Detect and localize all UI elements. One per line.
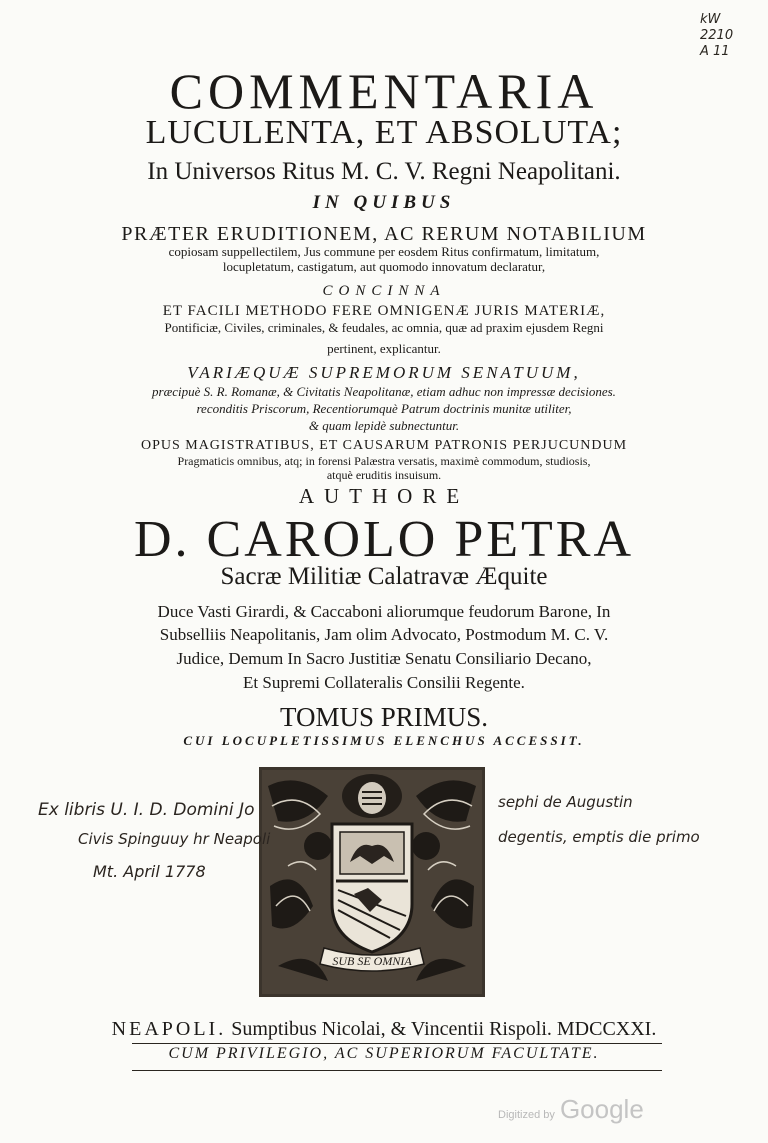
emblem-motto: SUB SE OMNIA (332, 954, 412, 968)
in-quibus: IN QUIBUS (312, 192, 456, 213)
author-line: Subselliis Neapolitanis, Jam olim Advocato, Postmodum M. C. V. (159, 625, 609, 644)
imprint-city: NEAPOLI. (111, 1018, 227, 1040)
handwritten-inscription: Civis Spinguuy hr Neapoli (78, 830, 271, 848)
imprint (0, 1018, 768, 1041)
author-label: AUTHORE (298, 484, 470, 508)
author-name: D. CAROLO PETRA (133, 511, 635, 568)
handwritten-inscription: Ex libris U. I. D. Domini Jo (38, 800, 255, 820)
volume-subtitle: CUI LOCUPLETISSIMUS ELENCHUS ACCESSIT. (183, 733, 585, 748)
author-line: Et Supremi Collateralis Consilii Regente. (243, 673, 525, 692)
handwritten-inscription: sephi de Augustin (498, 793, 633, 811)
digitized-label: Digitized by (498, 1109, 555, 1121)
shelfmark-line: kW (700, 12, 721, 27)
body-line: OPUS MAGISTRATIBUS, ET CAUSARUM PATRONIS PERJUCUNDUM (140, 438, 628, 453)
body-line: & quam lepidè subnectuntur. (308, 418, 460, 433)
body-line: VARIÆQUÆ SUPREMORUM SENATUUM, (187, 363, 581, 382)
handwritten-inscription: Mt. April 1778 (93, 862, 206, 881)
body-line: PRÆTER ERUDITIONEM, AC RERUM NOTABILIUM (121, 223, 647, 245)
coat-of-arms-emblem (258, 766, 486, 998)
body-line: locupletatum, castigatum, aut quomodo innovatum declaratur, (222, 259, 546, 274)
imprint-publisher: Sumptibus Nicolai, & Vincentii Rispoli. (231, 1018, 552, 1040)
author-title: Sacræ Militiæ Calatravæ Æquite (220, 563, 548, 590)
body-line: atquè eruditis insuisum. (326, 468, 442, 482)
body-line: reconditis Priscorum, Recentiorumquè Patrum doctrinis munitæ utiliter, (196, 401, 572, 416)
author-line: Duce Vasti Girardi, & Caccaboni aliorumque feudorum Barone, In (157, 602, 611, 621)
body-line: Pontificiæ, Civiles, criminales, & feudales, ac omnia, quæ ad praxim ejusdem Regni (164, 320, 604, 335)
handwritten-inscription: degentis, emptis die primo (498, 828, 700, 846)
divider-rule (132, 1043, 662, 1044)
body-line: pertinent, explicantur. (327, 341, 441, 356)
title-main: COMMENTARIA (169, 63, 599, 119)
shelfmark-line: A 11 (700, 44, 730, 59)
divider-rule (132, 1070, 662, 1071)
title-subject: In Universos Ritus M. C. V. Regni Neapolitani. (147, 158, 621, 185)
body-line: CONCINNA (322, 283, 446, 299)
shelfmark (700, 12, 733, 60)
imprint-privilege: CUM PRIVILEGIO, AC SUPERIORUM FACULTATE. (168, 1045, 600, 1062)
volume-title: TOMUS PRIMUS. (279, 702, 489, 732)
body-line: præcipuè S. R. Romanæ, & Civitatis Neapolitanæ, etiam adhuc non impressæ decisiones. (152, 384, 616, 399)
author-line: Judice, Demum In Sacro Justitiæ Senatu Consiliario Decano, (176, 649, 592, 668)
body-line: copiosam suppellectilem, Jus commune per eosdem Ritus confirmatum, limitatum, (168, 244, 600, 259)
body-line: Pragmaticis omnibus, atq; in forensi Palæstra versatis, maximè commodum, studiosis, (177, 454, 591, 468)
title-secondary: LUCULENTA, ET ABSOLUTA; (145, 114, 623, 151)
digitized-footer (498, 1094, 644, 1125)
google-logo: Google (559, 1094, 644, 1124)
body-line: ET FACILI METHODO FERE OMNIGENÆ JURIS MATERIÆ, (162, 303, 606, 319)
shelfmark-line: 2210 (700, 28, 734, 43)
imprint-year: MDCCXXI. (556, 1018, 657, 1040)
